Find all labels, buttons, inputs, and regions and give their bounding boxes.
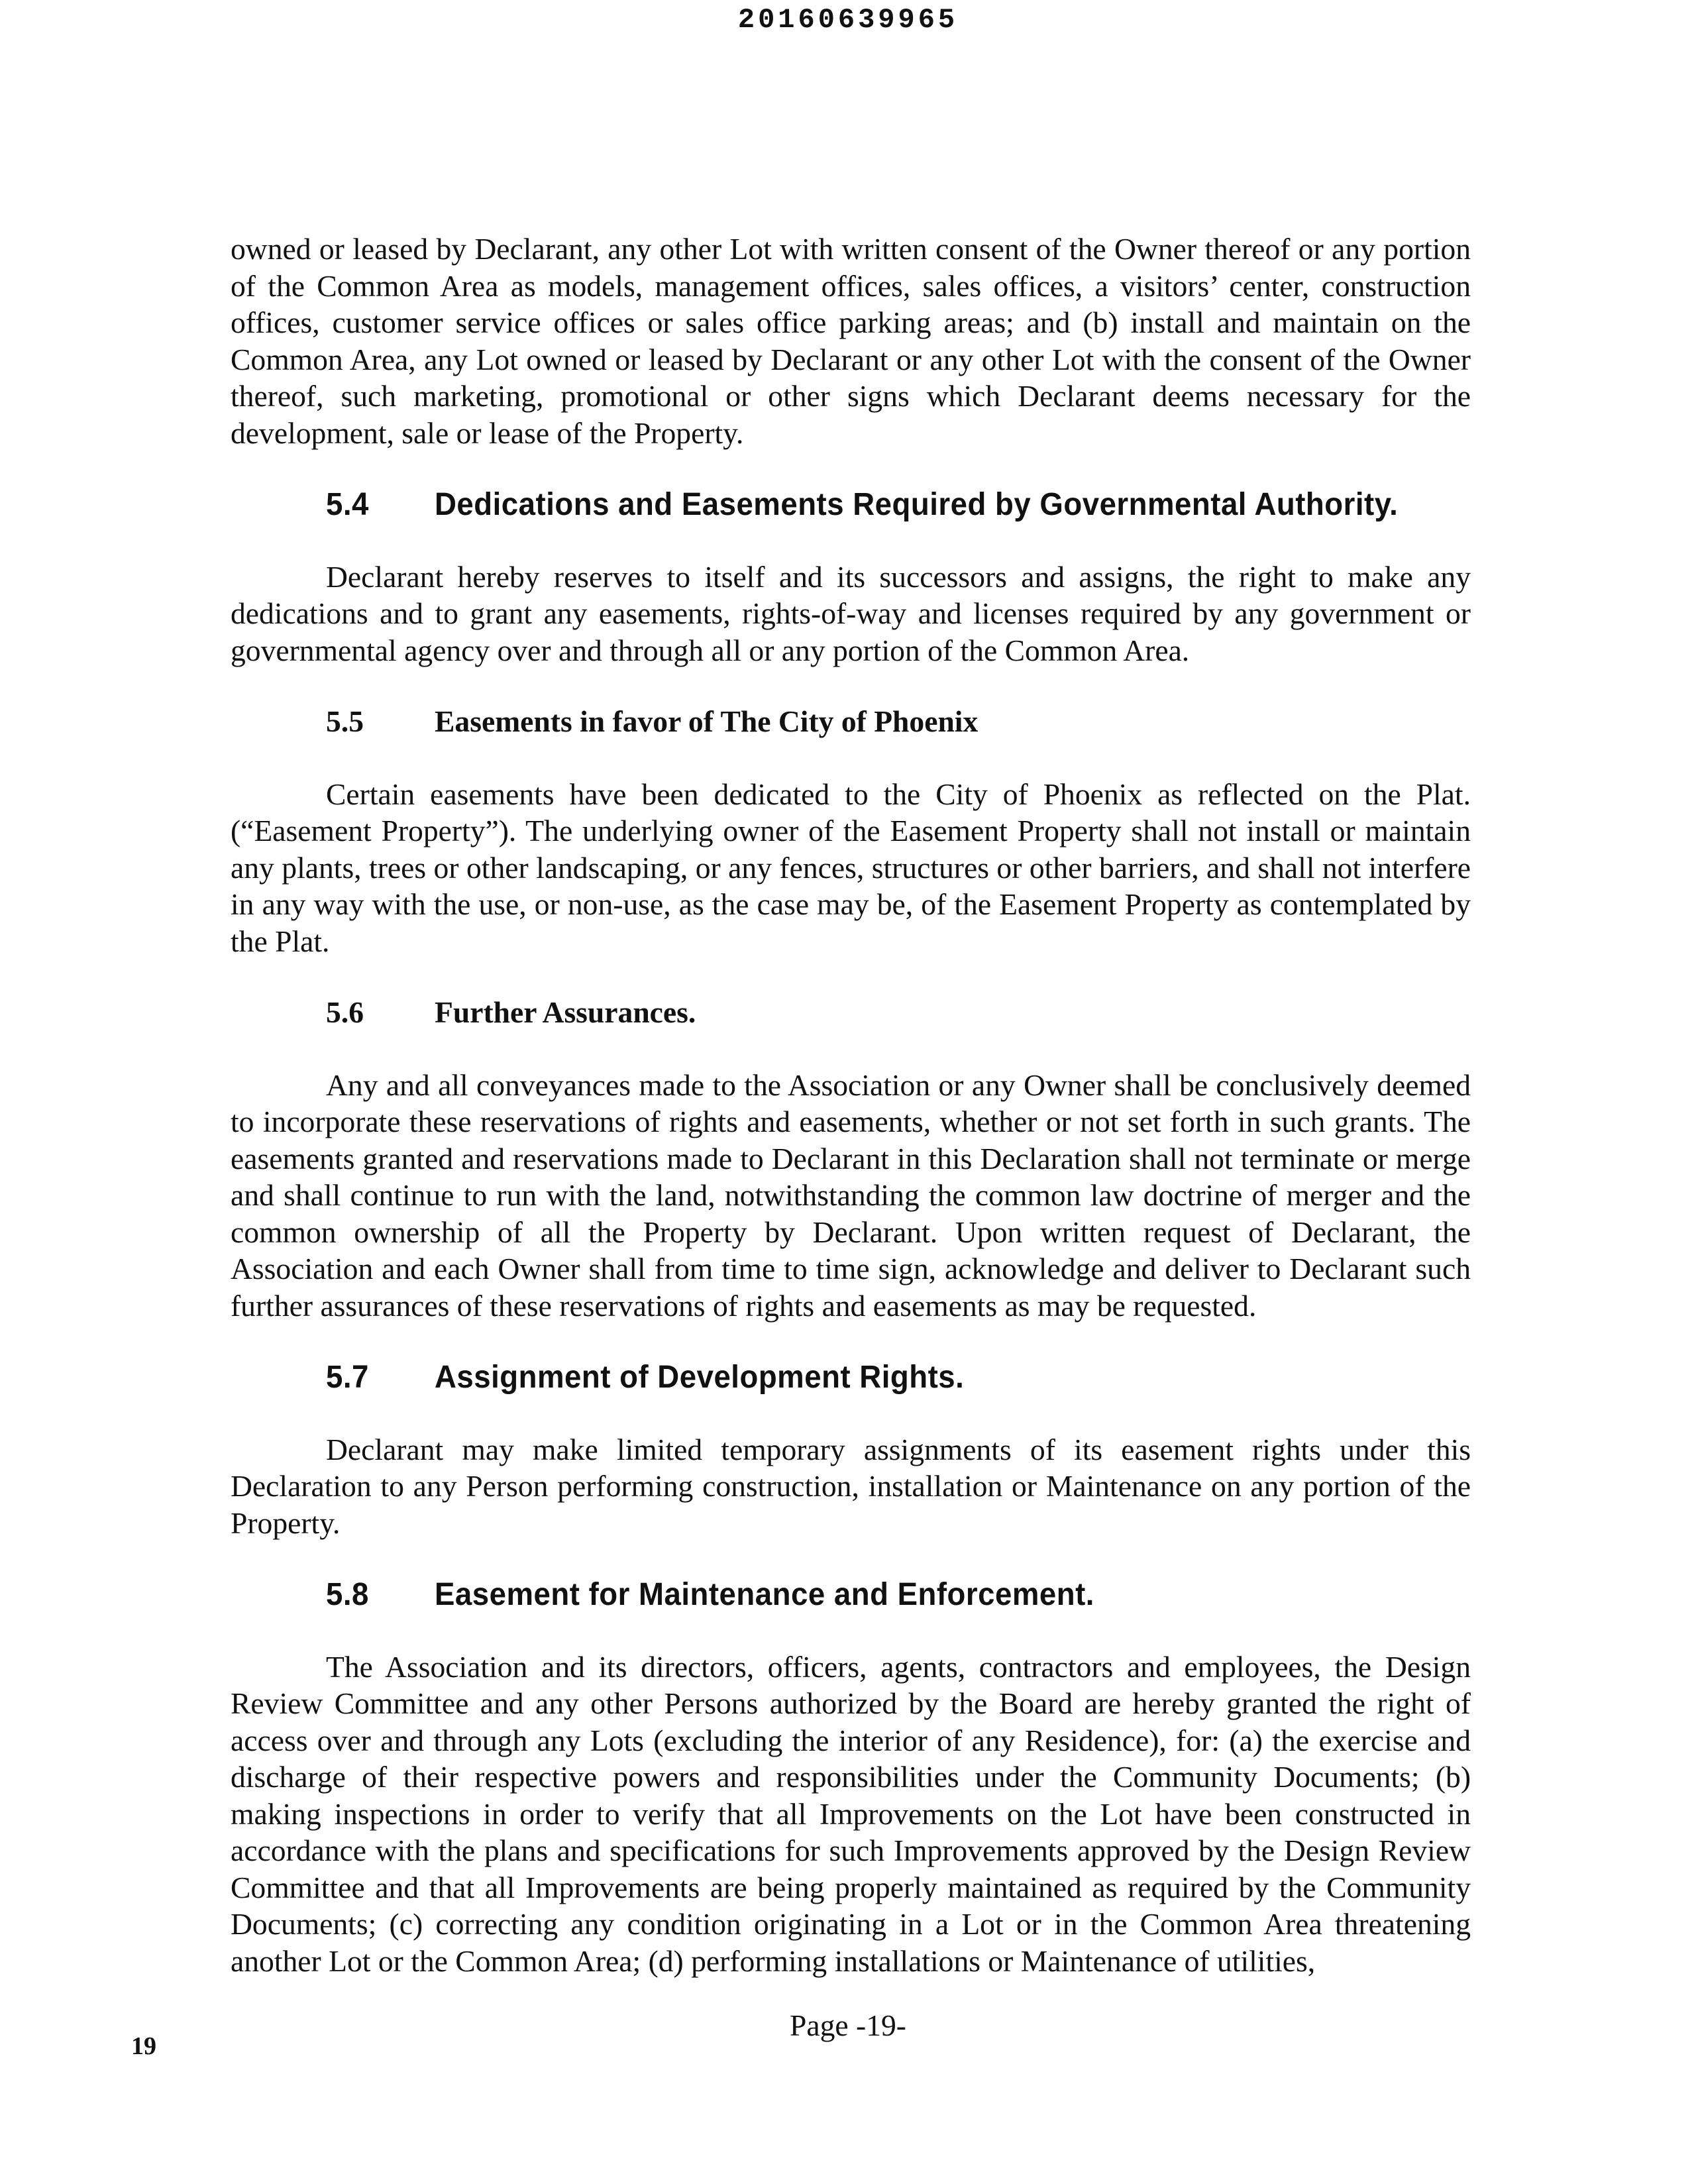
- intro-paragraph: owned or leased by Declarant, any other Lot with written consent of the Owner thereof or any portion of the Common Area as models, management offices, sales offices, a visitors’ center, construction offices, customer service offices or sales office parking areas; and (b) install and maintain on the Common Area, any Lot owned or leased by Declarant or any other Lot with the consent of the Owner thereof, such marketing, promotional or other signs which Declarant deems necessary for the development, sale or lease of the Property.: [231, 232, 1471, 450]
- section-heading-5-7: [231, 1358, 1471, 1395]
- section-title: Dedications and Easements Required by Governmental Authority.: [435, 486, 1399, 522]
- section-number: 5.6: [326, 995, 364, 1029]
- section-number: 5.8: [326, 1576, 369, 1612]
- section-title: Easements in favor of The City of Phoenix: [435, 704, 979, 738]
- section-title: Further Assurances.: [435, 995, 696, 1029]
- document-body: [231, 231, 1471, 1979]
- section-heading-5-5: [231, 703, 1471, 740]
- page-number: Page -19-: [790, 2008, 906, 2042]
- section-heading-5-6: [231, 994, 1471, 1031]
- section-number: 5.7: [326, 1358, 369, 1395]
- section-body-5-4: Declarant hereby reserves to itself and its successors and assigns, the right to make any dedications and to grant any easements, rights-of-way and licenses required by any government or governmental agency over and through all or any portion of the Common Area.: [231, 559, 1471, 667]
- section-number: 5.4: [326, 486, 369, 522]
- section-body-5-7: Declarant may make limited temporary assignments of its easement rights under this Declaration to any Person performing construction, installation or Maintenance on any portion of the Property.: [231, 1432, 1471, 1540]
- section-title: Assignment of Development Rights.: [435, 1358, 965, 1395]
- section-body-5-8: The Association and its directors, officers, agents, contractors and employees, the Design Review Committee and any other Persons authorized by the Board are hereby granted the right of access over and through any Lots (excluding the interior of any Residence), for: (a) the exercise and discharge of their respective powers and responsibilities under the Community Documents; (b) making inspections in order to verify that all Improvements on the Lot have been constructed in accordance with the plans and specifications for such Improvements approved by the Design Review Committee and that all Improvements are being properly maintained as required by the Community Documents; (c) correcting any condition originating in a Lot or in the Common Area threatening another Lot or the Common Area; (d) performing installations or Maintenance of utilities,: [231, 1649, 1471, 1978]
- section-heading-5-4: [231, 486, 1471, 523]
- document-number: 20160639965: [737, 4, 959, 36]
- section-number: 5.5: [326, 704, 364, 738]
- corner-page-mark: 19: [131, 2032, 156, 2060]
- section-heading-5-8: [231, 1576, 1471, 1613]
- section-body-5-5: Certain easements have been dedicated to the City of Phoenix as reflected on the Plat. (“Easement Property”). The underlying owner of the Easement Property shall not install or maintain any plants, trees or other landscaping, or any fences, structures or other barriers, and shall not interfere in any way with the use, or non-use, as the case may be, of the Easement Property as contemplated by the Plat.: [231, 777, 1471, 958]
- section-body-5-6: Any and all conveyances made to the Association or any Owner shall be conclusively deemed to incorporate these reservations of rights and easements, whether or not set forth in such grants. The easements granted and reservations made to Declarant in this Declaration shall not terminate or merge and shall continue to run with the land, notwithstanding the common law doctrine of merger and the common ownership of all the Property by Declarant. Upon written request of Declarant, the Association and each Owner shall from time to time sign, acknowledge and deliver to Declarant such further assurances of these reservations of rights and easements as may be requested.: [231, 1067, 1471, 1323]
- section-title: Easement for Maintenance and Enforcement.: [435, 1576, 1094, 1612]
